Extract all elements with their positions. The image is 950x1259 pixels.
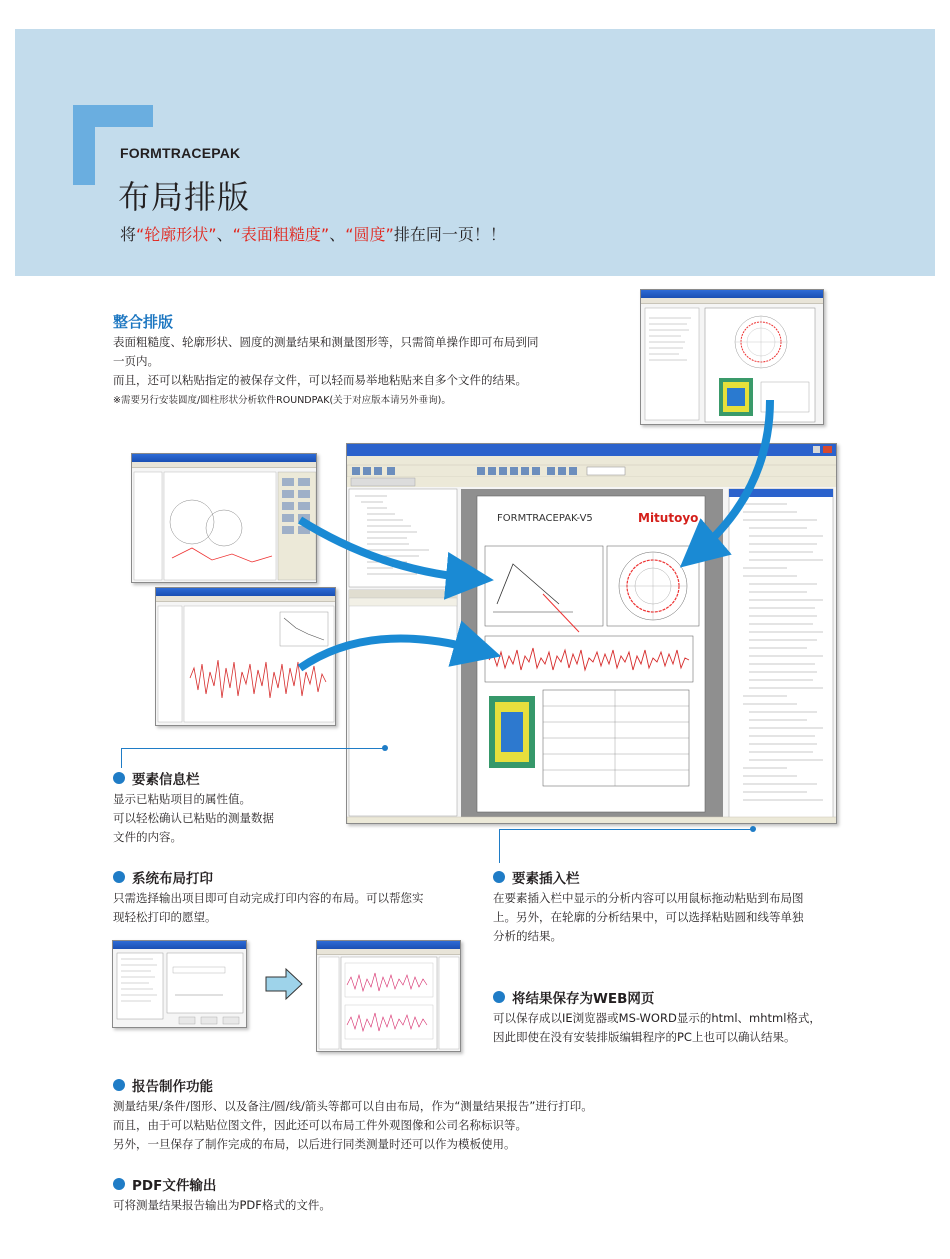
bullet-icon — [113, 871, 125, 883]
tagline: 将“轮廓形状”、“表面粗糙度”、“圆度”排在同一页！！ — [120, 225, 506, 244]
callout-info-v — [121, 748, 122, 768]
print-dialog-screenshot — [112, 940, 247, 1028]
info-bar-heading: 要素信息栏 — [113, 768, 200, 788]
callout-insert-h — [499, 829, 751, 830]
auto-print-heading: 系统布局打印 — [113, 867, 213, 887]
web-save-line2: 因此即使在没有安装排版编辑程序的PC上也可以确认结果。 — [493, 1030, 796, 1044]
callout-insert-end — [750, 826, 756, 832]
callout-info-end — [382, 745, 388, 751]
arrow-to-roundness — [698, 400, 770, 552]
insert-bar-line1: 在要素插入栏中显示的分析内容可以用鼠标拖动粘贴到布局图 — [493, 891, 804, 905]
report-line3: 另外，一旦保存了制作完成的布局，以后进行同类测量时还可以作为模板使用。 — [113, 1137, 516, 1151]
insert-bar-line3: 分析的结果。 — [493, 929, 562, 943]
print-preview-screenshot — [316, 940, 461, 1052]
auto-print-line1: 只需选择输出项目即可自动完成打印内容的布局。可以帮您实 — [113, 891, 424, 905]
report-line1: 测量结果/条件/图形、以及备注/圆/线/箭头等都可以自由布局，作为“测量结果报告”进行打印。 — [113, 1099, 593, 1113]
bullet-icon — [113, 1079, 125, 1091]
pdf-line1: 可将测量结果报告输出为PDF格式的文件。 — [113, 1198, 331, 1212]
report-heading: 报告制作功能 — [113, 1075, 213, 1095]
bullet-icon — [113, 1178, 125, 1190]
web-save-heading: 将结果保存为WEB网页 — [493, 987, 654, 1007]
brand-name: FORMTRACEPAK — [120, 145, 241, 161]
arrow-to-roughness — [300, 638, 478, 668]
bullet-icon — [113, 772, 125, 784]
info-bar-line1: 显示已粘贴项目的属性值。 — [113, 792, 251, 806]
page-title: 布局排版 — [118, 178, 251, 216]
insert-bar-heading: 要素插入栏 — [493, 867, 580, 887]
integrated-line1: 表面粗糙度、轮廓形状、圆度的测量结果和测量图形等，只需简单操作即可布局到同 — [113, 335, 539, 349]
report-line2: 而且，由于可以粘贴位图文件，因此还可以布局工件外观图像和公司名称标识等。 — [113, 1118, 527, 1132]
bullet-icon — [493, 991, 505, 1003]
arrow-to-profile — [300, 520, 470, 578]
auto-print-line2: 现轻松打印的愿望。 — [113, 910, 217, 924]
report-logo: Mitutoyo — [638, 511, 699, 525]
integrated-line2: 一页内。 — [113, 354, 159, 368]
next-arrow-icon — [264, 967, 304, 1001]
bullet-icon — [493, 871, 505, 883]
insert-bar-line2: 上。另外，在轮廓的分析结果中，可以选择粘贴圆和线等单独 — [493, 910, 804, 924]
integrated-title: 整合排版 — [113, 313, 174, 331]
callout-insert-v — [499, 829, 500, 863]
callout-info-h — [121, 748, 385, 749]
report-title: FORMTRACEPAK-V5 — [497, 513, 593, 524]
pdf-heading: PDF文件输出 — [113, 1174, 216, 1194]
integrated-line3: 而且，还可以粘贴指定的被保存文件，可以轻而易举地粘贴来自多个文件的结果。 — [113, 373, 527, 387]
web-save-line1: 可以保存成以IE浏览器或MS-WORD显示的html、mhtml格式， — [493, 1011, 821, 1025]
info-bar-line3: 文件的内容。 — [113, 830, 182, 844]
integrated-note: ※需要另行安装圆度/圆柱形状分析软件ROUNDPAK(关于对应版本请另外垂询)。 — [113, 395, 451, 406]
info-bar-line2: 可以轻松确认已粘贴的测量数据 — [113, 811, 274, 825]
